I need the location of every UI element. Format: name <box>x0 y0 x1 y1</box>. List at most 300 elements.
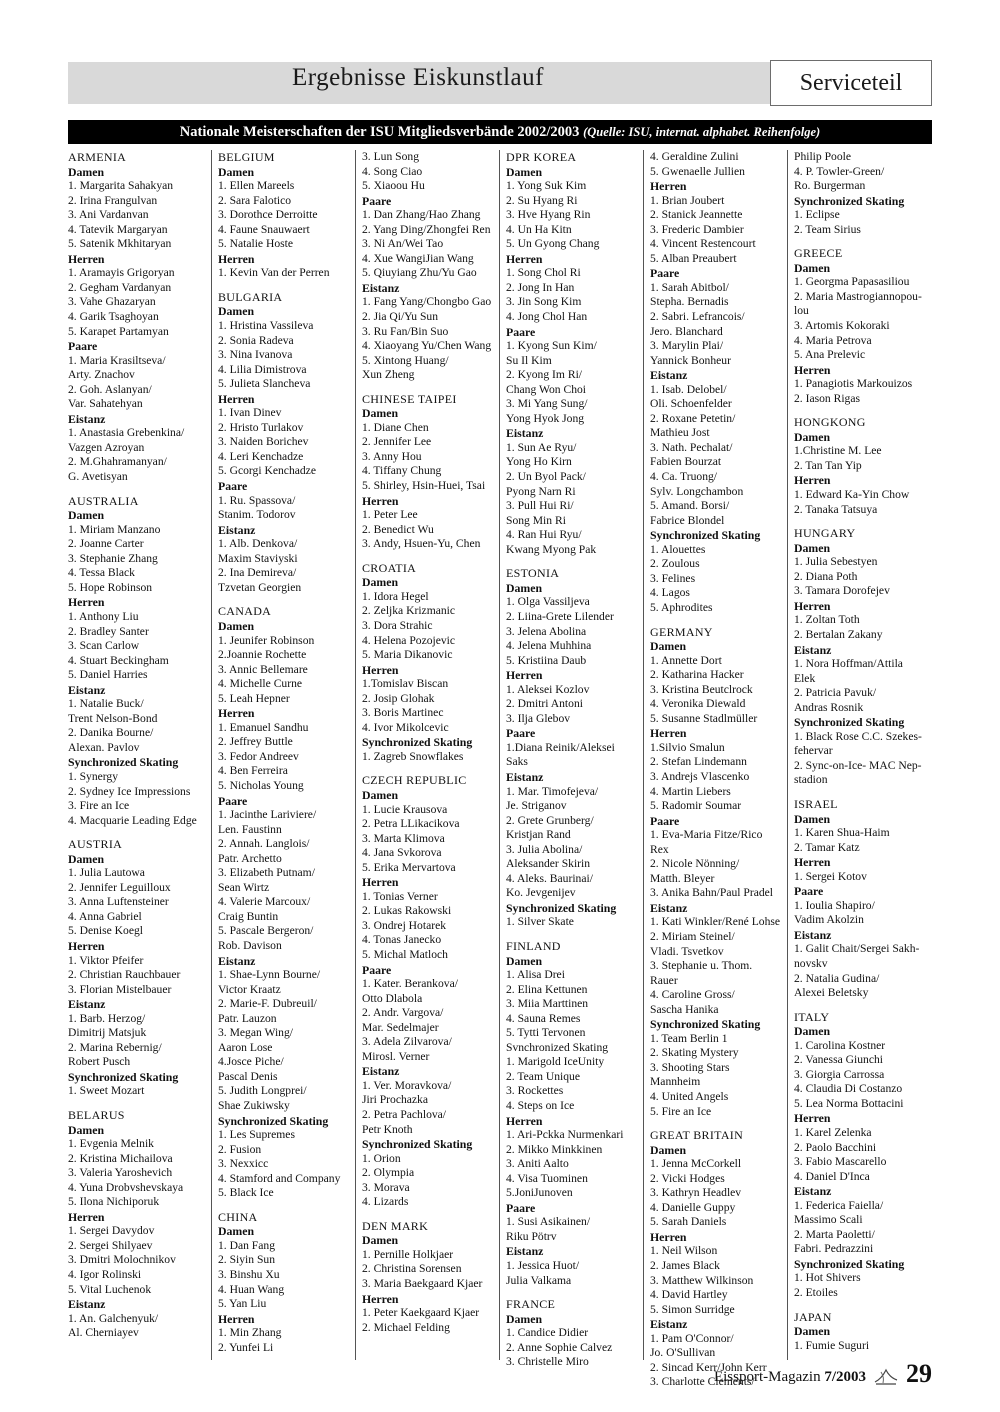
result-entry: 1. Viktor Pfeifer <box>68 953 144 967</box>
result-entry: 2. Fusion <box>218 1142 262 1156</box>
result-entry: 5. Hope Robinson <box>68 580 153 594</box>
category-heading: Damen <box>794 260 831 275</box>
category-heading: Eistanz <box>362 1064 400 1079</box>
result-entry: 2. Yunfei Li <box>218 1340 274 1354</box>
country-heading: GERMANY <box>650 624 713 639</box>
result-entry: 1. Alb. Denkova/ <box>218 537 298 551</box>
result-entry: 3. Dora Strahic <box>362 618 433 632</box>
result-entry: 1. Jacinthe Lariviere/ <box>218 808 317 822</box>
result-entry: Song Min Ri <box>506 513 566 527</box>
result-entry: 2. Marie-F. Dubreuil/ <box>218 997 317 1011</box>
category-heading: Paare <box>794 884 824 899</box>
result-entry: 1. Black Rose C.C. Szekes- <box>794 729 922 743</box>
result-entry: Rob. Davison <box>218 938 282 952</box>
result-entry: 2. Miriam Steinel/ <box>650 929 735 943</box>
result-entry: 1. Karel Zelenka <box>794 1126 872 1139</box>
result-entry: 1. Jessica Huot/ <box>506 1259 580 1273</box>
result-entry: Andras Rosnik <box>794 700 864 714</box>
result-entry: 2. Petra LLikacikova <box>362 817 460 831</box>
result-entry: 2. Marina Rebernig/ <box>68 1040 162 1054</box>
result-entry: Arty. Znachov <box>68 368 135 382</box>
result-entry: 3. Scan Carlow <box>68 639 140 653</box>
result-entry: Aaron Lose <box>218 1040 273 1054</box>
category-heading: Paare <box>506 1200 536 1215</box>
result-entry: Je. Striganov <box>506 799 567 813</box>
result-entry: 2. Anne Sophie Calvez <box>506 1340 613 1354</box>
category-heading: Synchronized Skating <box>68 1069 179 1084</box>
category-heading: Herren <box>218 251 255 266</box>
result-entry: 4. Song Ciao <box>362 164 423 178</box>
result-entry: 2. Roxane Petetin/ <box>650 411 736 425</box>
result-entry: 1. Ver. Moravkova/ <box>362 1078 452 1092</box>
category-heading: Damen <box>794 811 831 826</box>
result-entry: 3. Vahe Ghazaryan <box>68 295 156 309</box>
category-heading: Herren <box>650 726 687 741</box>
category-heading: Paare <box>218 479 248 494</box>
result-entry: Yannick Bonheur <box>650 353 731 367</box>
category-heading: Eistanz <box>650 368 688 383</box>
result-entry: 3. Jelena Abolina <box>506 624 587 638</box>
result-entry: 1. Ivan Dinev <box>218 406 282 420</box>
result-entry: 5. Un Gyong Chang <box>506 237 600 251</box>
result-entry: Julia Valkama <box>506 1273 572 1287</box>
result-entry: 2. Gegham Vardanyan <box>68 280 172 294</box>
result-entry: 4. Jana Svkorova <box>362 846 442 860</box>
result-entry: 1. Sarah Abitbol/ <box>650 280 729 294</box>
category-heading: Eistanz <box>506 769 544 784</box>
result-entry: Jiri Prochazka <box>362 1093 428 1107</box>
result-entry: 5. Xintong Huang/ <box>362 353 449 367</box>
category-heading: Damen <box>218 618 255 633</box>
result-entry: 1. Sweet Mozart <box>68 1084 145 1098</box>
result-entry: 1. Annette Dort <box>650 653 722 667</box>
result-entry: 1. Song Chol Ri <box>506 266 581 280</box>
category-heading: Herren <box>68 1209 105 1224</box>
category-heading: Eistanz <box>362 280 400 295</box>
result-entry: Ro. Burgerman <box>794 179 866 193</box>
result-entry: 5. Fire an Ice <box>650 1104 712 1118</box>
section-banner-main: Nationale Meisterschaften der ISU Mitgliedsverbände 2002/2003 <box>179 124 580 140</box>
result-entry: Alexei Beletsky <box>794 986 869 1000</box>
result-entry: 1. Neil Wilson <box>650 1244 718 1258</box>
result-entry: 5. Daniel Harries <box>68 668 148 682</box>
category-heading: Damen <box>68 851 105 866</box>
result-entry: 4.Josce Piche/ <box>218 1055 284 1069</box>
footer <box>713 1359 932 1388</box>
result-entry: 1. Ellen Mareels <box>218 179 295 193</box>
category-heading: Paare <box>362 962 392 977</box>
result-entry: Pyong Narn Ri <box>506 484 576 498</box>
result-entry: 5.JoniJunoven <box>506 1186 573 1200</box>
result-entry: 1. Alisa Drei <box>506 968 565 982</box>
result-entry: 5. Qiuyiang Zhu/Yu Gao <box>362 266 477 280</box>
result-entry: 2. Michael Felding <box>362 1320 450 1334</box>
section-banner-source: (Quelle: ISU, internat. alphabet. Reihenfolge) <box>583 125 821 139</box>
result-entry: 5. Ilona Nichiporuk <box>68 1195 160 1209</box>
result-entry: 1. Orion <box>362 1151 401 1165</box>
result-entry: 5. Alban Preaubert <box>650 251 737 265</box>
result-entry: 4. Maria Petrova <box>794 333 872 347</box>
category-heading: Eistanz <box>68 997 106 1012</box>
category-heading: Paare <box>650 266 680 281</box>
result-entry: 4. Xue WangiJian Wang <box>362 251 474 265</box>
result-entry: 3. Felines <box>650 571 696 585</box>
result-entry: 1. Isab. Delobel/ <box>650 382 727 396</box>
result-entry: Patr. Lauzon <box>218 1011 277 1025</box>
result-entry: 4. Ivor Mikolcevic <box>362 720 449 734</box>
result-entry: Yong Ho Kirn <box>506 455 572 469</box>
result-entry: 1. Peter Kaekgaard Kjaer <box>362 1306 480 1320</box>
country-heading: GREAT BRITAIN <box>650 1128 744 1143</box>
result-entry: 1. Aramayis Grigoryan <box>68 266 175 280</box>
category-heading: Herren <box>362 662 399 677</box>
result-entry: 1. Sergei Davydov <box>68 1224 155 1238</box>
result-entry: Ko. Jevgenijev <box>506 886 576 900</box>
result-entry: 4. Lizards <box>362 1195 409 1209</box>
result-entry: 1. Eva-Maria Fitze/Rico Rex <box>650 828 763 856</box>
result-entry: 3. Binshu Xu <box>218 1268 280 1282</box>
result-entry: Mirosl. Verner <box>362 1049 430 1063</box>
result-entry: 3. Artomis Kokoraki <box>794 319 890 333</box>
category-heading: Synchronized Skating <box>650 528 761 543</box>
result-entry: 1. Les Supremes <box>218 1128 295 1142</box>
result-entry: 3. Ru Fan/Bin Suo <box>362 324 449 338</box>
result-entry: 2. Iason Rigas <box>794 391 861 405</box>
result-entry: 5. Tytti Tervonen <box>506 1026 586 1040</box>
result-entry: 5. Gwenaelle Jullien <box>650 164 745 178</box>
result-entry: 4. Leri Kenchadze <box>218 449 304 463</box>
result-entry: 5. Maria Dikanovic <box>362 648 453 662</box>
result-entry: 3. Florian Mistelbauer <box>68 982 172 996</box>
category-heading: Paare <box>362 193 392 208</box>
result-entry: 2. Jong In Han <box>506 280 575 294</box>
result-entry: 3. Fedor Andreev <box>218 749 299 763</box>
result-entry: Kristjan Rand <box>506 828 571 842</box>
result-entry: 2. Sync-on-Ice- MAC Nep- <box>794 758 922 772</box>
results-column <box>212 150 356 1360</box>
result-entry: 3. Tamara Dorofejev <box>794 584 890 598</box>
result-entry: Yong Hyok Jong <box>506 411 585 425</box>
category-heading: Herren <box>794 598 831 613</box>
result-entry: 1. Julia Sebestyen <box>794 555 878 569</box>
result-entry: 2. Grete Grunberg/ <box>506 813 594 827</box>
result-entry: 1. Nora Hoffman/Attila Elek <box>794 657 903 685</box>
result-entry: 3. Nath. Pechalat/ <box>650 440 733 454</box>
result-entry: Mathieu Jost <box>650 426 710 440</box>
result-entry: 2. Sincad Kerr/John Kerr <box>650 1360 767 1374</box>
category-heading: Synchronized Skating <box>650 1017 761 1032</box>
result-entry: 1. Anthony Liu <box>68 609 139 623</box>
result-entry: 1.Silvio Smalun <box>650 740 725 754</box>
result-entry: 2. Tanaka Tatsuya <box>794 502 878 516</box>
result-entry: 1. Maria Krasiltseva/ <box>68 353 166 367</box>
category-heading: Damen <box>68 164 105 179</box>
category-heading: Herren <box>650 1229 687 1244</box>
result-entry: 2. Mikko Minkkinen <box>506 1142 603 1156</box>
result-entry: 3. Anny Hou <box>362 449 422 463</box>
result-entry: 3. Christelle Miro <box>506 1355 589 1369</box>
result-entry: 4. Huan Wang <box>218 1282 285 1296</box>
result-entry: 1. Brian Joubert <box>650 193 725 207</box>
result-entry: 1. Kater. Berankova/ <box>362 977 458 991</box>
result-entry: 1. Olga Vassiljeva <box>506 595 590 609</box>
result-entry: 2. Patricia Pavuk/ <box>794 686 877 700</box>
result-entry: 4. Lilia Dimistrova <box>218 362 307 376</box>
result-entry: stadion <box>794 773 828 787</box>
result-entry: 4. Visa Tuominen <box>506 1171 588 1185</box>
result-entry: 3. Elizabeth Putnam/ <box>218 866 315 880</box>
result-entry: 4. Ca. Truong/ <box>650 470 718 484</box>
result-entry: 2. Sara Falotico <box>218 193 292 207</box>
result-entry: Oli. Schoenfelder <box>650 397 732 411</box>
result-entry: 3. Marta Klimova <box>362 831 445 845</box>
result-entry: 1. Barb. Herzog/ <box>68 1011 146 1025</box>
result-entry: Trent Nelson-Bond <box>68 711 158 725</box>
result-entry: 4. Danielle Guppy <box>650 1200 736 1214</box>
category-heading: Eistanz <box>218 522 256 537</box>
category-heading: Damen <box>794 429 831 444</box>
result-entry: Otto Dlabola <box>362 991 423 1005</box>
result-entry: Stanim. Todorov <box>218 508 296 522</box>
category-heading: Herren <box>362 493 399 508</box>
category-heading: Paare <box>650 813 680 828</box>
result-entry: 1.Diana Reinik/Aleksei Saks <box>506 740 615 769</box>
result-entry: 1. Min Zhang <box>218 1326 282 1340</box>
result-entry: 2. Nicole Nönning/ <box>650 857 740 871</box>
category-heading: Herren <box>218 706 255 721</box>
result-entry: 2. Stanick Jeannette <box>650 208 743 222</box>
result-entry: Stepha. Bernadis <box>650 295 729 309</box>
result-entry: 2. Maria Mastrogiannopou- <box>794 289 922 303</box>
result-entry: 5. Michal Matloch <box>362 947 448 961</box>
result-entry: 3. Marylin Plai/ <box>650 339 724 353</box>
category-heading: Herren <box>218 391 255 406</box>
result-entry: 4. United Angels <box>650 1090 729 1103</box>
result-entry: 5. Yan Liu <box>218 1297 267 1311</box>
result-entry: 2. Jeffrey Buttle <box>218 735 293 749</box>
result-entry: 5. Black Ice <box>218 1186 274 1200</box>
result-entry: 4. Claudia Di Costanzo <box>794 1082 903 1096</box>
result-entry: Shae Zukiwsky <box>218 1099 290 1112</box>
result-entry: 3. Adela Zilvarova/ <box>362 1035 452 1049</box>
result-entry: Tzvetan Georgien <box>218 580 302 594</box>
result-entry: 2. Bradley Santer <box>68 624 149 638</box>
result-entry: 3. Stephanie Zhang <box>68 551 158 565</box>
result-entry: 3. Annic Bellemare <box>218 662 308 676</box>
result-entry: 2. Natalia Gudina/ <box>794 971 880 985</box>
country-heading: FRANCE <box>506 1297 556 1312</box>
category-heading: Herren <box>794 1111 831 1126</box>
result-entry: 1. Sun Ae Ryu/ <box>506 440 577 454</box>
result-entry: 1. Kevin Van der Perren <box>218 266 330 280</box>
result-entry: 1.Tomislav Biscan <box>362 677 449 691</box>
result-entry: 4. Tessa Black <box>68 566 135 580</box>
result-entry: 1. Natalie Buck/ <box>68 697 144 711</box>
footer-magazine-name: Eissport-Magazin <box>713 1369 821 1385</box>
result-entry: Jero. Blanchard <box>650 324 723 338</box>
result-entry: 4. Un Ha Kitn <box>506 222 572 236</box>
category-heading: Herren <box>218 1311 255 1326</box>
result-entry: 1. An. Galchenyuk/ <box>68 1311 159 1325</box>
result-entry: Dimitrij Matsjuk <box>68 1026 147 1040</box>
result-entry: 2. James Black <box>650 1259 720 1273</box>
result-entry: novskv <box>794 956 828 970</box>
result-entry: 2. Benedict Wu <box>362 522 434 536</box>
category-heading: Damen <box>218 1224 255 1239</box>
result-entry: 5. Gcorgi Kenchadze <box>218 464 316 478</box>
result-entry: 4. Veronika Diewald <box>650 697 746 711</box>
result-entry: Mar. Sedelmajer <box>362 1020 439 1034</box>
result-entry: 1. Diane Chen <box>362 420 429 434</box>
result-entry: 3. Andy, Hsuen-Yu, Chen <box>362 537 481 551</box>
category-heading: Damen <box>362 1233 399 1248</box>
result-entry: 4. Geraldine Zulini <box>650 150 739 163</box>
result-entry: 2. Petra Pachlova/ <box>362 1108 447 1121</box>
result-entry: 4. P. Towler-Green/ <box>794 164 885 178</box>
result-entry: 1. Pernille Holkjaer <box>362 1247 454 1261</box>
result-entry: 1. Galit Chait/Sergei Sakh- <box>794 942 920 956</box>
category-heading: Damen <box>362 787 399 802</box>
footer-issue: 7/2003 <box>824 1369 866 1385</box>
result-entry: 4. Vincent Restencourt <box>650 237 756 251</box>
result-entry: 1. Ari-Pckka Nurmenkari <box>506 1128 624 1142</box>
result-entry: 4. Tonas Janecko <box>362 933 442 947</box>
result-entry: 4. Anna Gabriel <box>68 909 142 923</box>
result-entry: 5. Erika Mervartova <box>362 860 456 874</box>
result-entry: 1. Jenna McCorkell <box>650 1157 742 1171</box>
category-heading: Synchronized Skating <box>794 715 905 730</box>
result-entry: 3. Pull Hui Ri/ <box>506 499 574 513</box>
category-heading: Damen <box>68 508 105 523</box>
category-heading: Damen <box>650 639 687 654</box>
result-entry: Sean Wirtz <box>218 880 270 894</box>
category-heading: Herren <box>506 1113 543 1128</box>
result-entry: Massimo Scali <box>794 1213 863 1227</box>
category-heading: Herren <box>362 1291 399 1306</box>
result-entry: 3. Giorgia Carrossa <box>794 1067 885 1081</box>
result-entry: Kwang Myong Pak <box>506 542 597 556</box>
result-entry: 1. Fang Yang/Chongbo Gao <box>362 295 492 309</box>
result-entry: 3. Nina Ivanova <box>218 348 293 362</box>
country-heading: CHINA <box>218 1209 258 1224</box>
category-heading: Eistanz <box>218 953 256 968</box>
result-entry: Vladi. Tsvetkov <box>650 944 724 958</box>
result-entry: Vazgen Azroyan <box>68 440 145 454</box>
result-entry: Xun Zheng <box>362 368 415 382</box>
country-heading: JAPAN <box>794 1309 832 1324</box>
category-heading: Herren <box>506 251 543 266</box>
result-entry: 2. Katharina Hacker <box>650 668 744 682</box>
result-entry: 2. Diana Poth <box>794 569 858 583</box>
section-banner <box>68 120 932 144</box>
result-entry: 3. Naiden Borichev <box>218 435 309 449</box>
result-entry: 5. Sarah Daniels <box>650 1215 727 1229</box>
result-entry: 3. Matthew Wilkinson <box>650 1273 754 1287</box>
results-column <box>788 150 932 1360</box>
result-entry: 4. Stuart Beckingham <box>68 653 169 667</box>
category-heading: Damen <box>362 575 399 590</box>
category-heading: Damen <box>794 1324 831 1339</box>
result-entry: 2. Ina Demireva/ <box>218 566 297 580</box>
category-heading: Herren <box>68 595 105 610</box>
result-entry: 4. Valerie Marcoux/ <box>218 895 311 909</box>
result-entry: Len. Faustinn <box>218 822 282 836</box>
result-entry: 1. Shae-Lynn Bourne/ <box>218 968 321 982</box>
result-entry: Petr Knoth <box>362 1122 413 1136</box>
result-entry: 3. Ondrej Hotarek <box>362 918 447 932</box>
result-entry: lou <box>794 304 809 318</box>
page-title: Ergebnisse Eiskunstlauf <box>292 64 544 91</box>
result-entry: 3. Maria Baekgaard Kjaer <box>362 1277 483 1291</box>
category-heading: Damen <box>650 1142 687 1157</box>
result-entry: 1. Karen Shua-Haim <box>794 826 890 840</box>
result-entry: 2. Jennifer Leguilloux <box>68 880 171 894</box>
result-entry: 2. Bertalan Zakany <box>794 627 883 641</box>
result-entry: 5. Karapet Partamyan <box>68 324 169 338</box>
country-heading: ISRAEL <box>794 796 838 811</box>
result-entry: 3. Fire an Ice <box>68 799 130 813</box>
result-entry: 2. Zeljka Krizmanic <box>362 604 456 618</box>
result-entry: 1. Edward Ka-Yin Chow <box>794 488 910 502</box>
result-entry: 1. Synergy <box>68 769 119 783</box>
category-heading: Damen <box>68 1122 105 1137</box>
result-entry: 2. Joanne Carter <box>68 537 144 551</box>
result-entry: 2. Siyin Sun <box>218 1253 276 1267</box>
result-entry: 2. Annah. Langlois/ <box>218 837 310 851</box>
result-entry: 4. Stamford and Company <box>218 1171 341 1185</box>
result-entry: 1. Sergei Kotov <box>794 869 867 883</box>
result-entry: 2. Kristina Michailova <box>68 1151 173 1165</box>
result-entry: 2. Liina-Grete Lilender <box>506 609 614 623</box>
country-heading: ESTONIA <box>506 566 560 581</box>
result-entry: 3. Megan Wing/ <box>218 1026 293 1040</box>
country-heading: DEN MARK <box>362 1218 429 1233</box>
results-column <box>356 150 500 1360</box>
result-entry: Var. Sahatehyan <box>68 397 143 411</box>
category-heading: Herren <box>68 251 105 266</box>
result-entry: 5. Leah Hepner <box>218 691 290 705</box>
result-entry: 4. Igor Rolinski <box>68 1268 142 1282</box>
result-entry: 2. Sonia Radeva <box>218 333 294 347</box>
result-entry: 5. Simon Surridge <box>650 1302 735 1316</box>
service-section-label: Serviceteil <box>770 60 932 106</box>
country-heading: AUSTRALIA <box>68 493 139 508</box>
result-entry: 2. Kyong Im Ri/ <box>506 368 583 382</box>
category-heading: Eistanz <box>794 1184 832 1199</box>
result-entry: 4. Ben Ferreira <box>218 764 288 778</box>
result-entry: 3. Frederic Dambier <box>650 222 744 236</box>
country-heading: BULGARIA <box>218 289 283 304</box>
country-heading: HONGKONG <box>794 415 866 430</box>
result-entry: 2. Elina Kettunen <box>506 982 588 996</box>
category-heading: Herren <box>650 179 687 194</box>
country-heading: FINLAND <box>506 938 561 953</box>
result-entry: 3. Rockettes <box>506 1084 564 1098</box>
result-entry: 2. Etoiles <box>794 1286 838 1300</box>
category-heading: Damen <box>794 1024 831 1039</box>
result-entry: 1. Evgenia Melnik <box>68 1137 154 1151</box>
result-entry: 4. Tatevik Margaryan <box>68 222 168 236</box>
result-entry: 5. Kristiina Daub <box>506 653 587 667</box>
result-entry: Sylv. Longchambon <box>650 484 744 498</box>
result-entry: 3. Morava <box>362 1180 410 1194</box>
result-entry: 3. Boris Martinec <box>362 706 444 720</box>
result-entry: 5. Ana Prelevic <box>794 348 866 362</box>
result-entry: 2. Team Sirius <box>794 222 861 236</box>
result-entry: 3. Ni An/Wei Tao <box>362 237 444 251</box>
result-entry: 4. Steps on Ice <box>506 1099 575 1112</box>
category-heading: Herren <box>794 473 831 488</box>
